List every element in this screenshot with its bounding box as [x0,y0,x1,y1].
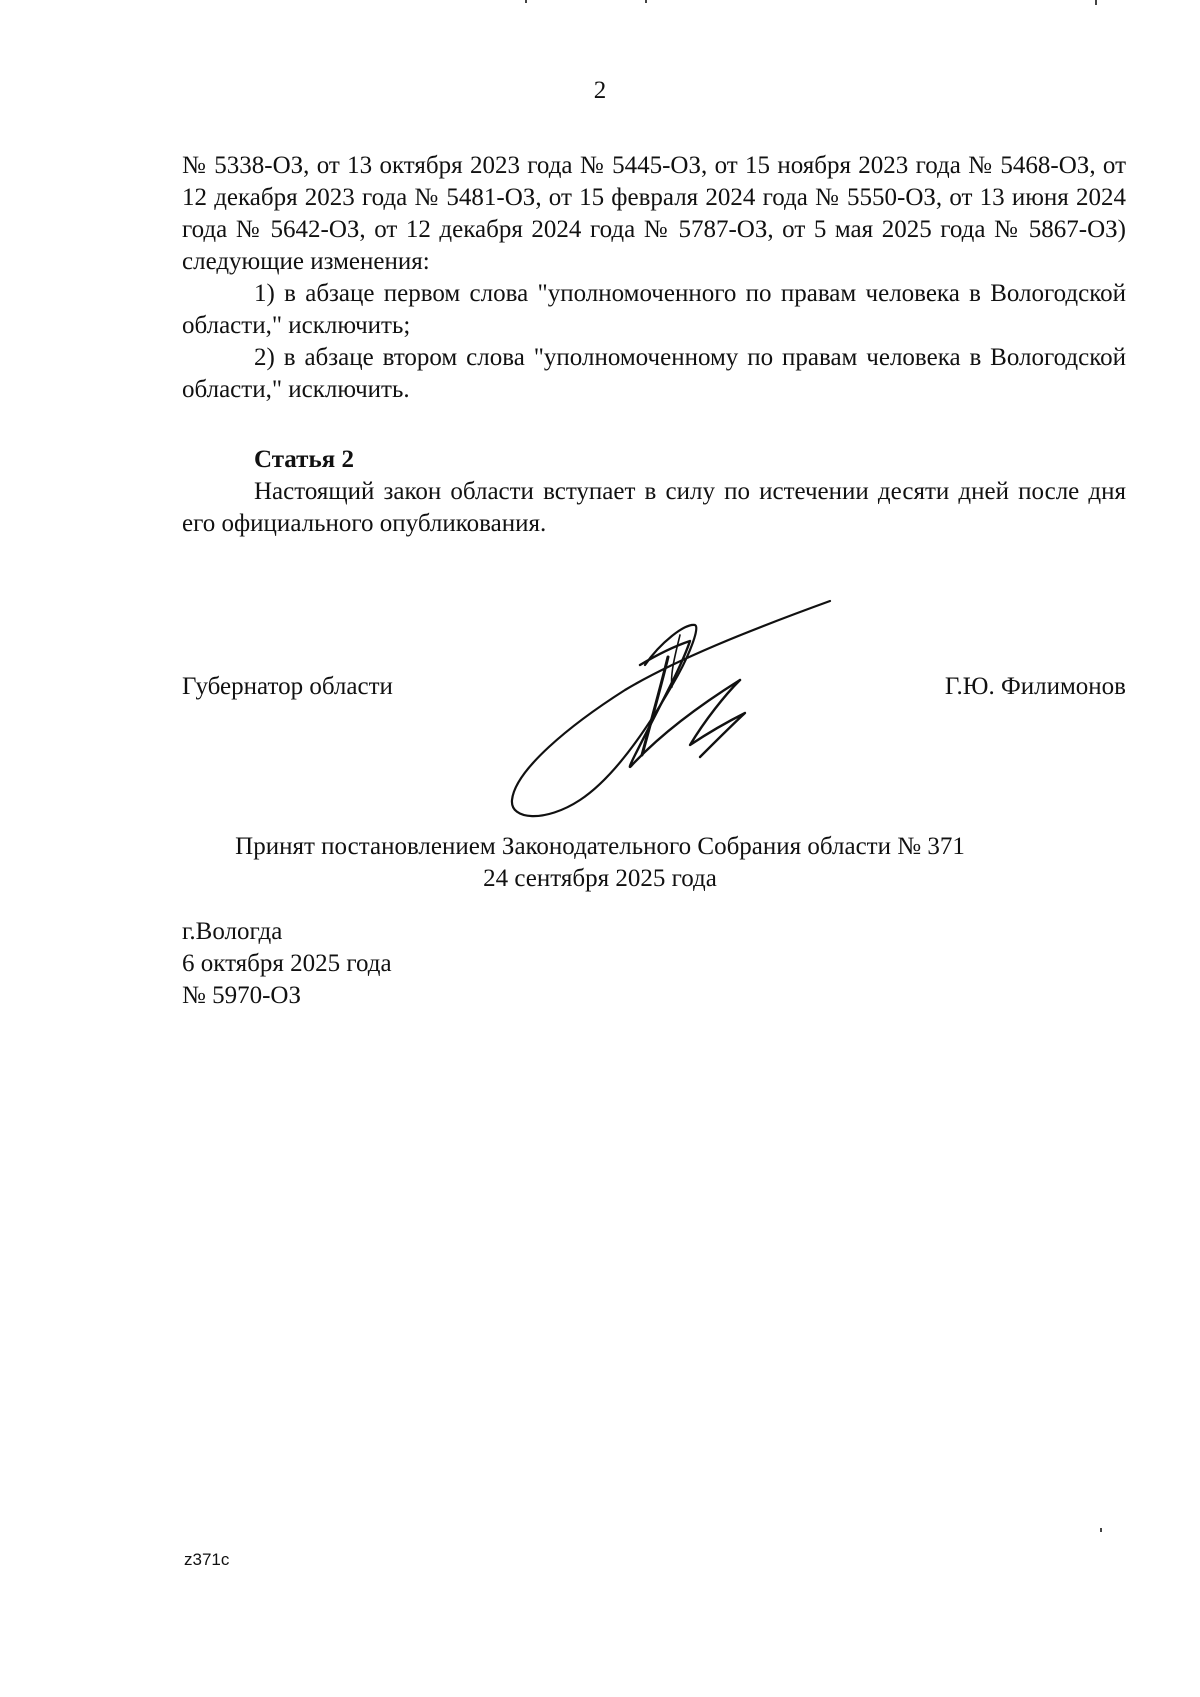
amendment-item-1: 1) в абзаце первом слова "уполномоченного по правам человека в Вологодской области," исключить; [182,280,1126,339]
amendment-block [182,150,1126,406]
governor-name: Г.Ю. Филимонов [944,673,1126,700]
amendment-item-2: 2) в абзаце втором слова "уполномоченному по правам человека в Вологодской области," исключить. [182,344,1126,403]
adoption-date: 24 сентября 2025 года [483,865,717,892]
scan-mark-top-left [525,0,527,3]
signature-main-loop [512,601,830,816]
signature-stroke-4 [642,657,668,755]
amendment-lead-paragraph: № 5338-ОЗ, от 13 октября 2023 года № 5445-ОЗ, от 15 ноября 2023 года № 5468-ОЗ, от 12 декабря 2023 года № 5481-ОЗ, от 15 февраля 2024 года № 5550-ОЗ, от 13 июня 2024 года № 5642-ОЗ, от 12 декабря 2024 года № 5787-ОЗ, от 5 мая 2025 года № 5867-ОЗ) следующие изменения: [182,152,1126,275]
page-number: 2 [593,77,607,104]
document-code: z371c [184,1550,230,1569]
article-text: Настоящий закон области вступает в силу по истечении десяти дней после дня его официального опубликования. [182,478,1126,537]
article-block [182,476,1126,540]
law-date: 6 октября 2025 года [182,950,392,977]
law-number: № 5970-ОЗ [182,982,302,1009]
scan-mark-bottom-right [1100,1528,1102,1532]
governor-title: Губернатор области [182,673,393,700]
signature-stroke-3 [690,680,745,757]
scan-mark-top-mid [645,0,647,3]
scan-mark-top-right [1095,0,1097,5]
handwritten-signature [500,595,840,825]
place-city: г.Вологда [182,918,283,945]
article-heading: Статья 2 [254,446,354,473]
adoption-resolution: Принят постановлением Законодательного Собрания области № 371 [235,833,965,860]
